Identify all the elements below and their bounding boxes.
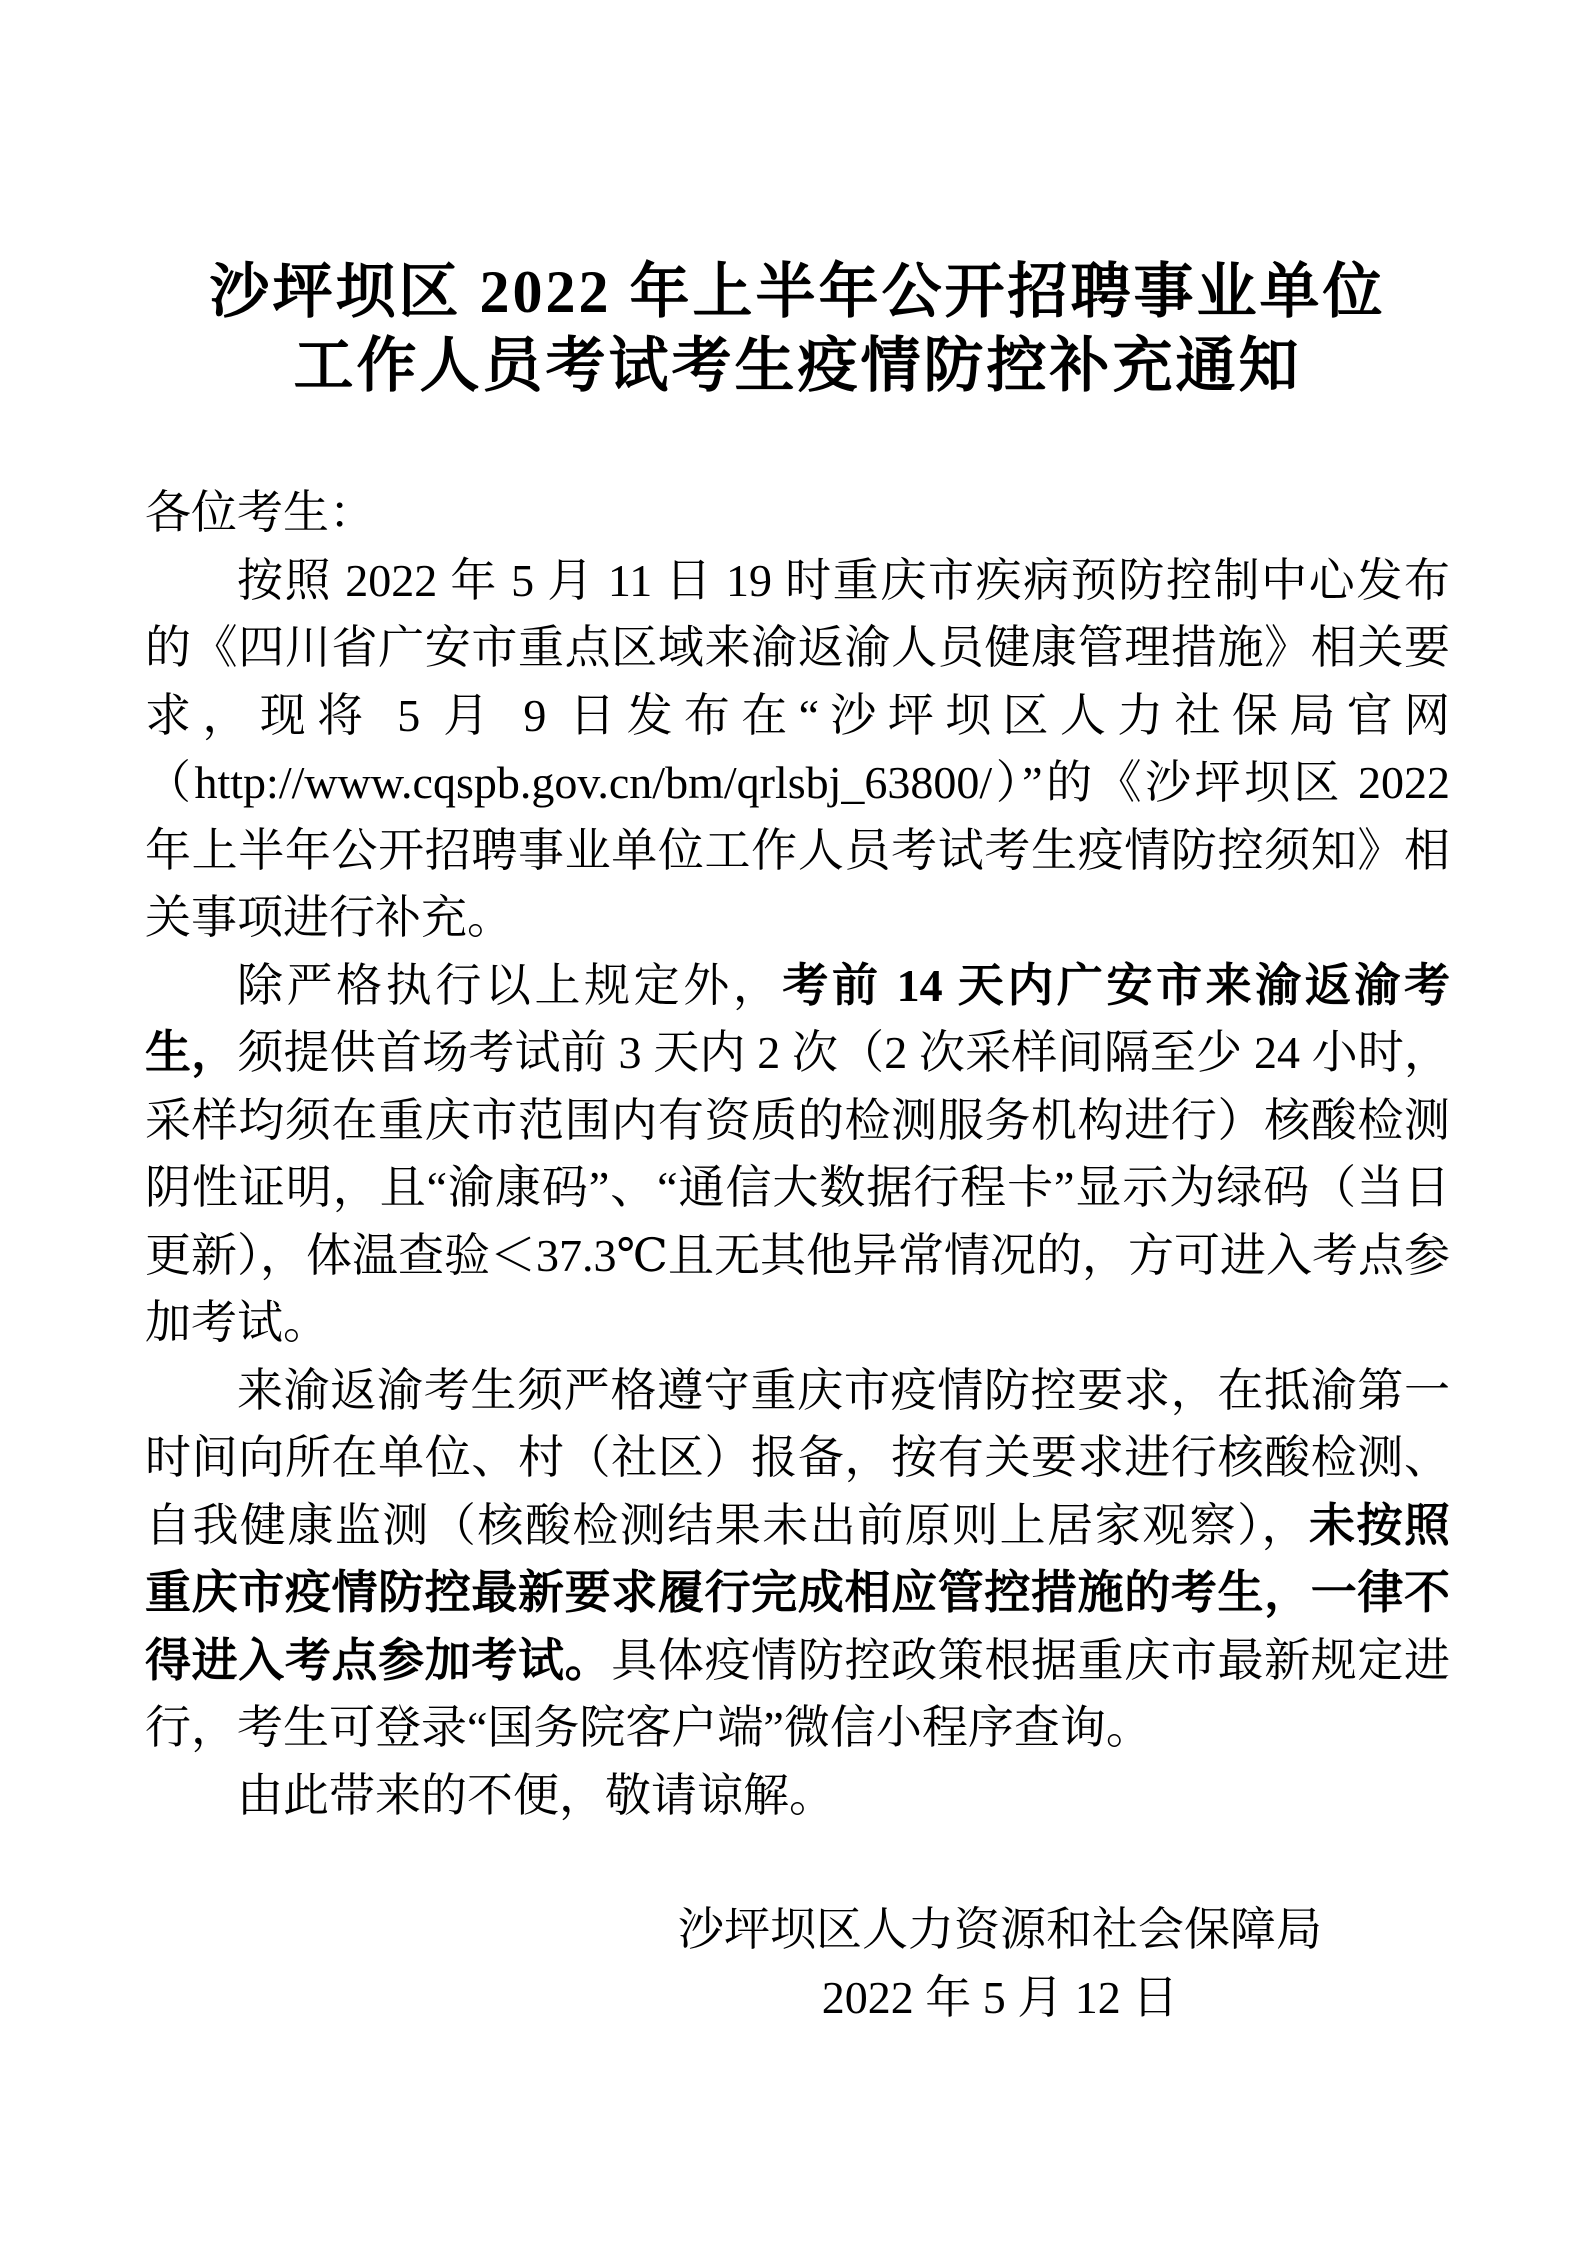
body-paragraph-4 [145,1762,1450,1830]
body-paragraph-1 [145,547,1450,952]
document-body [145,479,1450,1829]
text-run: 须提供首场考试前 3 天内 2 次（2 次采样间隔至少 24 小时，采样均须在重庆市范围内有资质的检测服务机构进行）核酸检测阴性证明，且“渝康码”、“通信大数据行程卡”显示为绿码（当日更新），体温查验＜37.3℃且无其他异常情况的，方可进入考点参加考试。 [145,1027,1451,1348]
text-run: 由此带来的不便，敬请谅解。 [237,1769,835,1821]
text-run: 具体疫情防控政策根据重庆市最新规定进行，考生可登录“国务院客户端”微信小程序查询。 [145,1634,1451,1753]
text-run: 来渝返渝考生须严格遵守重庆市疫情防控要求，在抵渝第一时间向所在单位、村（社区）报备，按有关要求进行核酸检测、自我健康监测（核酸检测结果未出前原则上居家观察）， [145,1364,1450,1551]
signature-date: 2022 年 5 月 12 日 [821,1971,1179,2023]
body-paragraph-3 [145,1357,1450,1762]
text-run: 考前 14 天内广安市来渝返渝考生， [145,959,1451,1078]
text-run: 按照 2022 年 5 月 11 日 19 时重庆市疾病预防控制中心发布的《四川省广安市重点区域来渝返渝人员健康管理措施》相关要求，现将 5 月 9 日发布在“沙坪坝区人力社保局官网（http://www.cqspb.gov.cn/bm/qrlsbj_63800/）”的《沙坪坝区 2022 年上半年公开招聘事业单位工作人员考试考生疫情防控须知》相关事项进行补充。 [145,554,1450,943]
salutation: 各位考生： [145,487,375,538]
signature-agency: 沙坪坝区人力资源和社会保障局 [678,1904,1322,1955]
signature-block [145,1896,1450,2031]
title-line-2: 工作人员考试考生疫情防控补充通知 [293,333,1302,399]
title-line-1: 沙坪坝区 2022 年上半年公开招聘事业单位 [209,259,1386,325]
text-run: 除严格执行以上规定外， [237,959,783,1011]
text-run: 未按照重庆市疫情防控最新要求履行完成相应管控措施的考生，一律不得进入考点参加考试。 [145,1499,1451,1686]
body-paragraph-2 [145,952,1450,1357]
document-title [145,255,1450,403]
